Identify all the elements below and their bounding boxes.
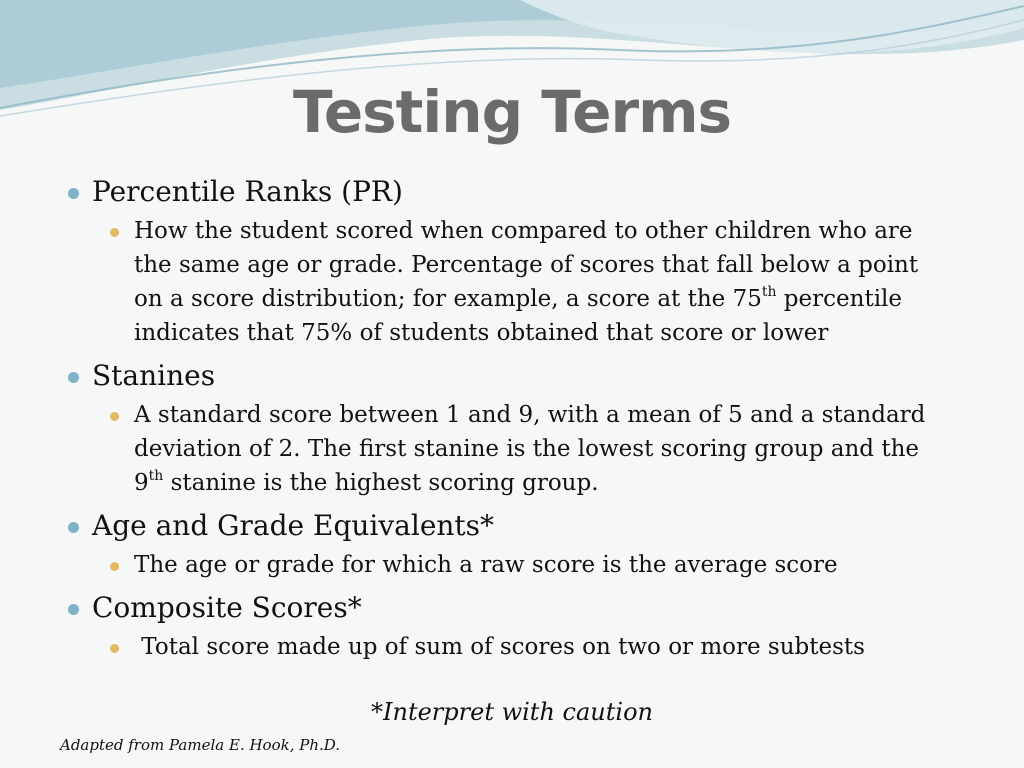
sub-bullet-age-grade-definition — [104, 548, 954, 582]
bullet-heading: Composite Scores* — [92, 591, 362, 624]
bullet-heading: Age and Grade Equivalents* — [92, 509, 495, 542]
sub-bullet-text: The age or grade for which a raw score is the average score — [134, 552, 838, 578]
bullet-dot-icon — [68, 372, 79, 383]
superscript: th — [761, 284, 777, 300]
superscript: th — [148, 468, 164, 484]
sub-bullet-text: How the student scored when compared to other children who are the same age or grade. Percentage of scores that fall below a point on a score distribution; for example, a score at the 75 — [134, 218, 919, 312]
sub-bullet-text-continued: stanine is the highest scoring group. — [163, 470, 599, 496]
sub-bullet-composite-definition — [104, 630, 954, 664]
caution-note: *Interpret with caution — [371, 698, 653, 726]
bullet-list — [62, 168, 962, 664]
bullet-age-grade-equivalents — [62, 508, 962, 544]
bullet-percentile-ranks — [62, 174, 962, 210]
sub-bullet-text: Total score made up of sum of scores on two or more subtests — [134, 634, 865, 660]
bullet-dot-icon — [68, 604, 79, 615]
sub-bullet-dot-icon — [110, 644, 119, 653]
bullet-heading: Stanines — [92, 359, 216, 392]
bullet-stanines — [62, 358, 962, 394]
bullet-dot-icon — [68, 522, 79, 533]
sub-bullet-stanines-definition — [104, 398, 954, 500]
sub-bullet-dot-icon — [110, 412, 119, 421]
credit-footer: Adapted from Pamela E. Hook, Ph.D. — [60, 736, 341, 754]
bullet-dot-icon — [68, 188, 79, 199]
sub-bullet-dot-icon — [110, 228, 119, 237]
sub-bullet-text: A standard score between 1 and 9, with a mean of 5 and a standard deviation of 2. The first stanine is the lowest scoring group and the 9 — [134, 402, 926, 496]
slide-title: Testing Terms — [292, 78, 732, 146]
bullet-heading: Percentile Ranks (PR) — [92, 175, 403, 208]
bullet-composite-scores — [62, 590, 962, 626]
sub-bullet-text-continued: percentile indicates that 75% of students obtained that score or lower — [134, 286, 903, 346]
sub-bullet-dot-icon — [110, 562, 119, 571]
sub-bullet-percentile-definition — [104, 214, 954, 350]
